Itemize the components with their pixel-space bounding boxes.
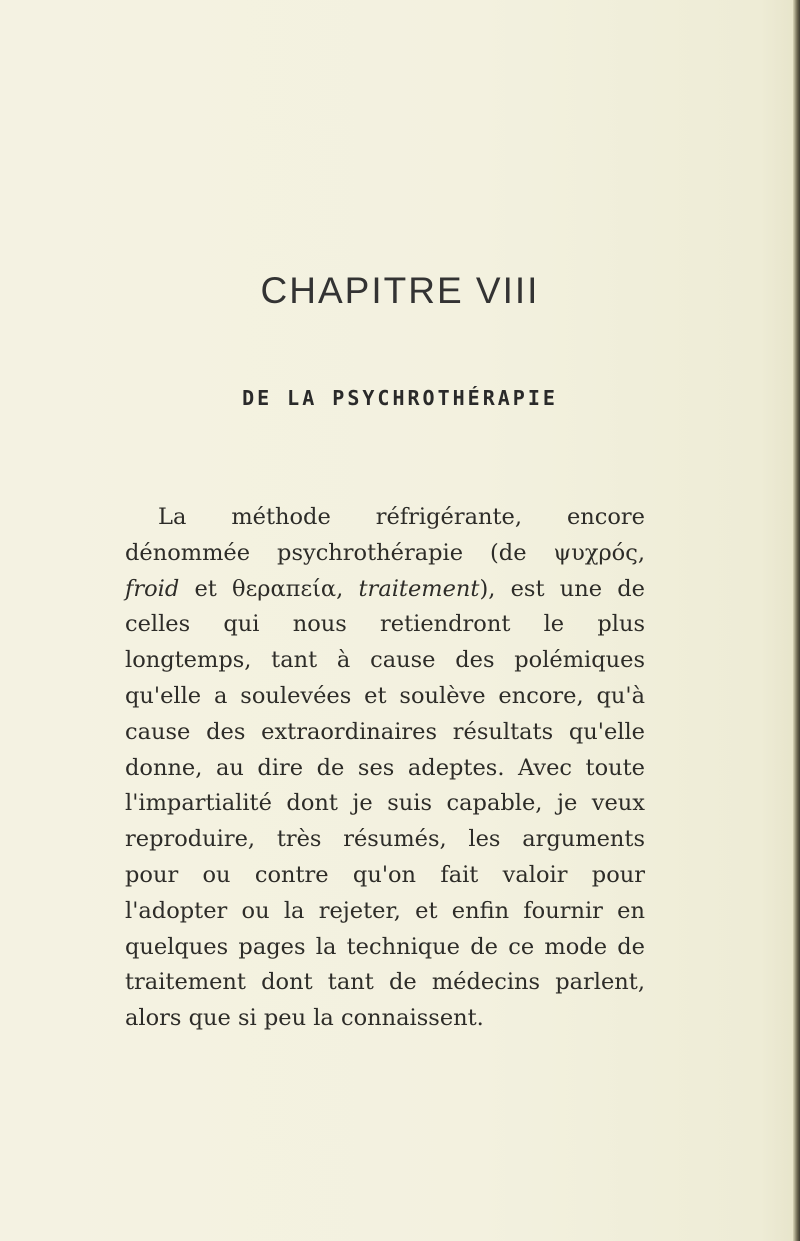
paragraph-text-3: et (179, 575, 233, 602)
italic-traitement: traitement (358, 575, 480, 602)
paragraph-text-2: , (637, 539, 645, 566)
page-binding-edge (793, 0, 800, 1241)
paragraph-text-1: La méthode réfrigérante, encore dénommée psychrothérapie (de (125, 504, 645, 566)
chapter-title: DE LA PSYCHROTHÉRAPIE (242, 386, 558, 410)
italic-froid: froid (125, 575, 180, 602)
body-paragraph (125, 500, 645, 1037)
greek-word-psychros: ψυχρός (553, 539, 638, 566)
greek-word-therapeia: θεραπεία (232, 575, 337, 602)
paragraph-text-4: , (336, 575, 359, 602)
chapter-heading: CHAPITRE VIII (260, 270, 540, 311)
paragraph-text-5: ), est une de celles qui nous retiendront le plus longtemps, tant à cause des polémiques qu'elle a soulevées et soulève encore, qu'à cause des extraordinaires résultats qu'elle donne, au dire de ses adeptes. Avec toute l'impartialité dont je suis capable, je veux reproduire, très résumés, les arguments pour ou contre qu'on fait valoir pour l'adopter ou la rejeter, et enfin fournir en quelques pages la technique de ce mode de traitement dont tant de médecins parlent, alors que si peu la connaissent. (125, 575, 645, 1032)
